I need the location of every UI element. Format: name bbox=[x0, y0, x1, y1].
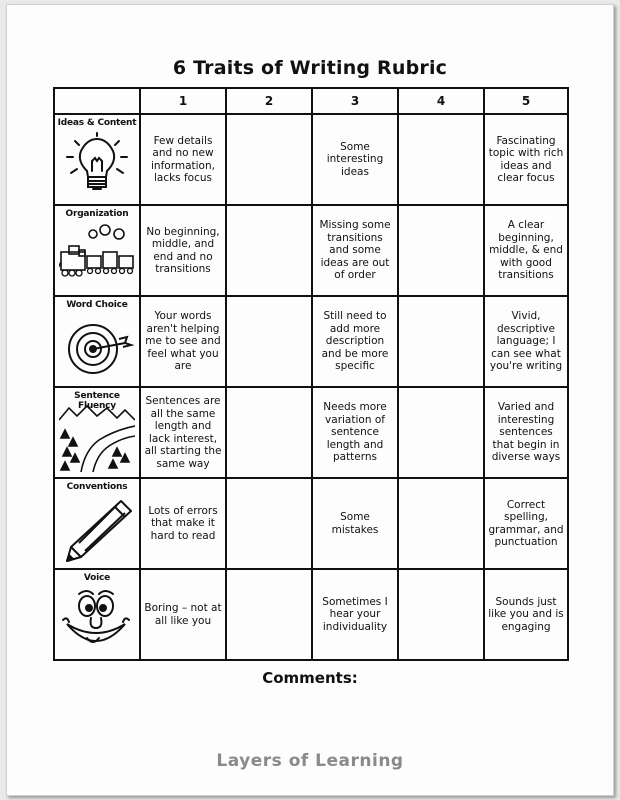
table-row bbox=[54, 114, 568, 205]
descriptor-text: Varied and interesting sentences that begin in diverse ways bbox=[491, 401, 561, 464]
trait-cell bbox=[54, 114, 140, 205]
descriptor-text: Still need to add more description and be more specific bbox=[321, 310, 389, 373]
pencil-icon bbox=[59, 495, 135, 563]
score-2-cell bbox=[226, 387, 312, 478]
score-1-cell bbox=[140, 296, 226, 387]
trait-label: Ideas & Content bbox=[57, 118, 137, 128]
descriptor-text: Some interesting ideas bbox=[326, 140, 384, 178]
smiley-face-icon bbox=[59, 586, 135, 654]
trait-label: Organization bbox=[65, 209, 129, 219]
rubric-page bbox=[6, 4, 614, 796]
table-row bbox=[54, 205, 568, 296]
table-row bbox=[54, 569, 568, 660]
score-4-cell bbox=[398, 387, 484, 478]
comments-label: Comments: bbox=[262, 669, 358, 687]
descriptor-text: Correct spelling, grammar, and punctuation bbox=[488, 498, 564, 548]
header-blank bbox=[54, 88, 140, 114]
footer-watermark: Layers of Learning bbox=[216, 751, 404, 771]
trait-cell bbox=[54, 205, 140, 296]
table-row bbox=[54, 296, 568, 387]
rubric-table bbox=[53, 87, 569, 661]
score-2-cell bbox=[226, 205, 312, 296]
score-4-cell bbox=[398, 205, 484, 296]
score-3-cell bbox=[312, 478, 398, 569]
header-score-1: 1 bbox=[140, 88, 226, 114]
train-icon bbox=[59, 222, 135, 290]
page-title: 6 Traits of Writing Rubric bbox=[172, 57, 448, 79]
score-4-cell bbox=[398, 296, 484, 387]
descriptor-text: Missing some transitions and some ideas are out of order bbox=[319, 219, 391, 282]
trait-label: Conventions bbox=[66, 482, 128, 492]
descriptor-text: No beginning, middle, and end and no transitions bbox=[146, 225, 220, 275]
table-row bbox=[54, 478, 568, 569]
score-3-cell bbox=[312, 569, 398, 660]
descriptor-text: Fascinating topic with rich ideas and clear focus bbox=[488, 134, 564, 184]
score-5-cell bbox=[484, 114, 568, 205]
score-5-cell bbox=[484, 387, 568, 478]
descriptor-text: Your words aren't helping me to see and feel what you are bbox=[145, 310, 221, 373]
score-1-cell bbox=[140, 478, 226, 569]
descriptor-text: Boring – not at all like you bbox=[144, 602, 222, 627]
score-2-cell bbox=[226, 296, 312, 387]
trait-cell bbox=[54, 569, 140, 660]
score-5-cell bbox=[484, 569, 568, 660]
score-5-cell bbox=[484, 205, 568, 296]
descriptor-text: Lots of errors that make it hard to read bbox=[148, 504, 218, 542]
descriptor-text: Sounds just like you and is engaging bbox=[488, 595, 564, 633]
score-4-cell bbox=[398, 114, 484, 205]
trait-label: Word Choice bbox=[66, 300, 128, 310]
score-1-cell bbox=[140, 387, 226, 478]
header-score-4: 4 bbox=[398, 88, 484, 114]
score-5-cell bbox=[484, 478, 568, 569]
descriptor-text: Some mistakes bbox=[331, 511, 379, 536]
score-1-cell bbox=[140, 205, 226, 296]
trait-label: Voice bbox=[83, 573, 111, 583]
score-2-cell bbox=[226, 478, 312, 569]
score-4-cell bbox=[398, 569, 484, 660]
trait-cell bbox=[54, 387, 140, 478]
header-row bbox=[54, 88, 568, 114]
score-1-cell bbox=[140, 114, 226, 205]
header-score-3: 3 bbox=[312, 88, 398, 114]
trait-cell bbox=[54, 478, 140, 569]
score-2-cell bbox=[226, 114, 312, 205]
trait-label: Sentence Fluency bbox=[74, 391, 120, 411]
lightbulb-icon bbox=[59, 131, 135, 199]
score-4-cell bbox=[398, 478, 484, 569]
score-3-cell bbox=[312, 114, 398, 205]
score-3-cell bbox=[312, 296, 398, 387]
score-3-cell bbox=[312, 205, 398, 296]
descriptor-text: A clear beginning, middle, & end with good transitions bbox=[489, 219, 563, 282]
score-3-cell bbox=[312, 387, 398, 478]
score-2-cell bbox=[226, 569, 312, 660]
trait-cell bbox=[54, 296, 140, 387]
descriptor-text: Few details and no new information, lacks focus bbox=[151, 134, 215, 184]
header-score-2: 2 bbox=[226, 88, 312, 114]
score-5-cell bbox=[484, 296, 568, 387]
descriptor-text: Sometimes I hear your individuality bbox=[322, 595, 388, 633]
descriptor-text: Needs more variation of sentence length and patterns bbox=[323, 401, 387, 464]
descriptor-text: Sentences are all the same length and lack interest, all starting the same way bbox=[144, 395, 222, 470]
score-1-cell bbox=[140, 569, 226, 660]
landscape-icon bbox=[59, 404, 135, 474]
header-score-5: 5 bbox=[484, 88, 568, 114]
table-row bbox=[54, 387, 568, 478]
descriptor-text: Vivid, descriptive language; I can see what you're writing bbox=[489, 310, 563, 373]
target-icon bbox=[59, 313, 135, 381]
